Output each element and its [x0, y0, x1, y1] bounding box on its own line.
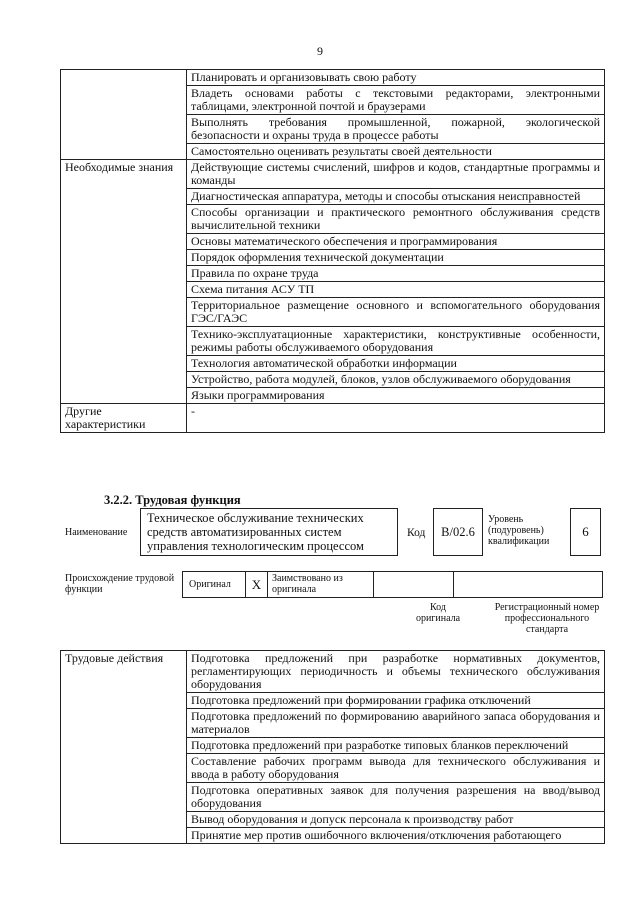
- function-name-value: Техническое обслуживание технических средств автоматизированных систем управления технологическим процессом: [140, 508, 398, 556]
- labor-actions-label: Трудовые действия: [61, 651, 187, 844]
- action-item: Подготовка предложений при разработке типовых бланков переключений: [187, 738, 605, 754]
- skill-item: Выполнять требования промышленной, пожарной, экологической безопасности и охраны труда в процессе работы: [187, 115, 605, 144]
- table-row: [61, 404, 605, 433]
- knowledge-item: Основы математического обеспечения и программирования: [187, 234, 605, 250]
- knowledge-item: Действующие системы счислений, шифров и кодов, стандартные программы и команды: [187, 160, 605, 189]
- original-code-cell: [374, 572, 454, 597]
- action-item: Подготовка предложений по формированию аварийного запаса оборудования и материалов: [187, 709, 605, 738]
- knowledge-item: Территориальное размещение основного и вспомогательного оборудования ГЭС/ГАЭС: [187, 298, 605, 327]
- action-item: Вывод оборудования и допуск персонала к производству работ: [187, 812, 605, 828]
- skill-item: Владеть основами работы с текстовыми редакторами, электронными таблицами, электронной почтой и браузерами: [187, 86, 605, 115]
- action-item: Принятие мер против ошибочного включения/отключения работающего: [187, 828, 605, 844]
- knowledge-item: Устройство, работа модулей, блоков, узлов обслуживаемого оборудования: [187, 372, 605, 388]
- table-row: [61, 70, 605, 86]
- registration-number-cell: [454, 572, 602, 597]
- original-label: Оригинал: [183, 572, 246, 597]
- skill-item: Самостоятельно оценивать результаты своей деятельности: [187, 144, 605, 160]
- knowledge-item: Технология автоматической обработки информации: [187, 356, 605, 372]
- registration-number-caption: Регистрационный номер профессионального стандарта: [494, 602, 600, 635]
- knowledge-item: Порядок оформления технической документации: [187, 250, 605, 266]
- table-row: [61, 651, 605, 693]
- knowledge-item: Языки программирования: [187, 388, 605, 404]
- action-item: Подготовка предложений при разработке нормативных документов, регламентирующих периодичность и объемы технического обслуживания оборудования: [187, 651, 605, 693]
- action-item: Подготовка предложений при формировании графика отключений: [187, 693, 605, 709]
- skills-label-cell: [61, 70, 187, 160]
- action-item: Составление рабочих программ вывода для технического обслуживания и ввода в работу оборудования: [187, 754, 605, 783]
- qualification-level-value: 6: [570, 508, 601, 556]
- other-label: Другие характеристики: [61, 404, 187, 433]
- knowledge-item: Технико-эксплуатационные характеристики, конструктивные особенности, режимы работы обслуживаемого оборудования: [187, 327, 605, 356]
- function-code-value: B/02.6: [433, 508, 483, 556]
- table-row: [61, 160, 605, 189]
- knowledge-item: Схема питания АСУ ТП: [187, 282, 605, 298]
- origin-row: [182, 571, 603, 598]
- function-name-label: Наименование: [65, 527, 128, 538]
- borrowed-label: Заимствовано из оригинала: [268, 572, 374, 597]
- knowledge-item: Способы организации и практического ремонтного обслуживания средств вычислительной техники: [187, 205, 605, 234]
- knowledge-item: Правила по охране труда: [187, 266, 605, 282]
- action-item: Подготовка оперативных заявок для получения разрешения на ввод/вывод оборудования: [187, 783, 605, 812]
- knowledge-label: Необходимые знания: [61, 160, 187, 404]
- function-code-label: Код: [407, 527, 426, 539]
- requirements-table: [60, 69, 605, 433]
- knowledge-item: Диагностическая аппаратура, методы и способы отыскания неисправностей: [187, 189, 605, 205]
- code-original-caption: Код оригинала: [415, 602, 461, 624]
- origin-label: Происхождение трудовой функции: [65, 573, 175, 595]
- labor-actions-table: [60, 650, 605, 844]
- page-number: 9: [317, 44, 323, 58]
- section-heading: 3.2.2. Трудовая функция: [104, 493, 241, 507]
- skill-item: Планировать и организовывать свою работу: [187, 70, 605, 86]
- original-mark: X: [246, 572, 268, 597]
- qualification-level-label: Уровень (подуровень) квалификации: [488, 514, 550, 547]
- other-value: -: [187, 404, 605, 433]
